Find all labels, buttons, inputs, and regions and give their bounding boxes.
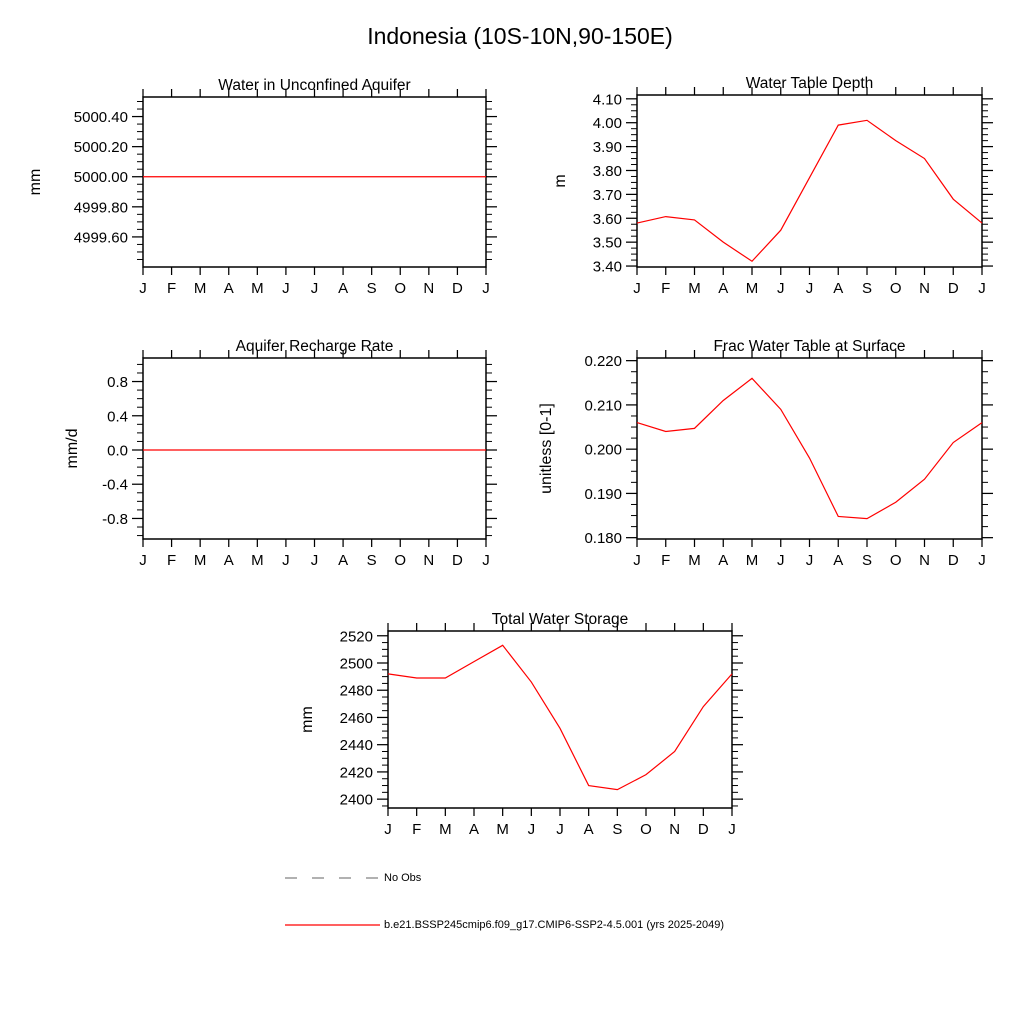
chart-title: Total Water Storage [491,611,629,628]
month-label: J [384,821,392,838]
month-label: J [310,552,319,569]
month-label: J [777,280,785,297]
month-label: A [468,821,480,838]
chart-title: Aquifer Recharge Rate [235,338,394,355]
y-tick-label: 3.90 [592,139,622,157]
month-label: J [482,552,490,569]
month-label: O [394,280,407,297]
y-tick-label: 4999.60 [73,229,128,247]
month-label: M [439,821,452,838]
month-label: M [745,280,759,297]
month-label: D [451,552,463,569]
month-label: F [166,552,177,569]
y-tick-label: 0.190 [584,485,622,503]
month-label: A [223,280,234,297]
chart-title: Water in Unconfined Aquifer [218,77,411,94]
y-tick-label: 2500 [339,655,373,673]
y-tick-label: 3.80 [592,162,622,180]
month-label: M [251,280,264,297]
y-tick-label: 4.10 [592,91,622,109]
month-label: A [223,552,234,569]
month-label: J [978,552,986,569]
y-tick-label: 0.0 [107,442,128,460]
y-tick-label: 2520 [339,628,373,646]
page-title: Indonesia (10S-10N,90-150E) [367,23,673,49]
y-tick-label: 0.200 [584,441,622,459]
month-label: M [193,280,207,297]
y-tick-label: 2480 [339,682,373,700]
month-label: M [193,552,207,569]
month-label: A [718,280,729,297]
y-tick-label: 5000.00 [73,169,128,187]
legend-label-model-run: b.e21.BSSP245cmip6.f09_g17.CMIP6-SSP2-4.5.001 (yrs 2025-2049) [384,919,724,931]
month-label: J [527,821,536,838]
y-tick-label: -0.8 [102,510,128,528]
month-label: J [633,280,641,297]
month-label: O [889,280,902,297]
month-label: O [394,552,407,569]
month-label: F [166,280,177,297]
y-tick-label: -0.4 [102,476,128,494]
month-label: D [947,552,959,569]
month-label: N [423,280,435,297]
month-label: M [496,821,509,838]
y-tick-label: 3.50 [592,234,622,252]
month-label: M [251,552,264,569]
month-label: S [366,280,377,297]
y-tick-label: 5000.20 [73,139,128,157]
month-label: J [139,280,147,297]
month-label: N [919,280,930,297]
y-tick-label: 0.220 [584,353,622,371]
month-label: N [423,552,435,569]
y-axis-label: mm [27,168,44,196]
month-label: F [412,821,422,838]
month-label: A [833,552,844,569]
y-tick-label: 4.00 [592,115,622,133]
y-tick-label: 2420 [339,764,373,782]
chart-title: Frac Water Table at Surface [713,338,906,355]
y-axis-label: unitless [0-1] [538,403,555,494]
y-tick-label: 2440 [339,737,373,755]
month-label: J [728,821,736,838]
month-label: M [745,552,759,569]
month-label: N [919,552,930,569]
legend-entry-no-obs [285,871,421,885]
month-label: J [139,552,147,569]
month-label: O [889,552,902,569]
y-tick-label: 0.8 [107,374,128,392]
month-label: J [310,280,319,297]
month-label: J [282,552,290,569]
axis-frame [388,631,732,808]
y-axis-label: mm [299,706,316,733]
month-label: D [947,280,959,297]
y-axis-label: m [552,174,569,188]
month-label: F [661,280,671,297]
y-tick-label: 3.60 [592,210,622,228]
month-label: A [833,280,844,297]
month-label: A [583,821,594,838]
y-tick-label: 4999.80 [73,199,128,217]
data-line [388,645,732,789]
month-label: A [338,280,349,297]
month-label: M [688,280,701,297]
month-label: J [805,280,814,297]
legend-entry-model-run [285,918,724,932]
month-label: D [697,821,709,838]
y-tick-label: 2400 [339,791,373,809]
chart-title: Water Table Depth [745,75,874,92]
month-label: J [805,552,814,569]
month-label: J [482,280,490,297]
y-tick-label: 5000.40 [73,109,128,127]
month-label: S [861,552,873,569]
month-label: A [338,552,349,569]
month-label: O [640,821,652,838]
y-tick-label: 2460 [339,709,373,727]
month-label: A [718,552,729,569]
month-label: J [978,280,986,297]
month-label: J [282,280,290,297]
month-label: D [451,280,463,297]
month-label: S [366,552,377,569]
y-tick-label: 0.4 [107,408,128,426]
month-label: M [688,552,701,569]
no-obs-dashed-line-swatch [285,871,380,885]
y-tick-label: 3.70 [592,186,622,204]
y-tick-label: 3.40 [592,258,622,276]
legend-label-no-obs: No Obs [384,872,422,884]
month-label: F [661,552,671,569]
y-axis-label: mm/d [64,428,81,469]
model-run-line-swatch [285,918,380,932]
month-label: J [556,821,564,838]
month-label: J [777,552,785,569]
month-label: S [612,821,623,838]
month-label: N [669,821,681,838]
month-label: J [633,552,641,569]
y-tick-label: 0.180 [584,530,622,548]
month-label: S [861,280,873,297]
y-tick-label: 0.210 [584,397,622,415]
